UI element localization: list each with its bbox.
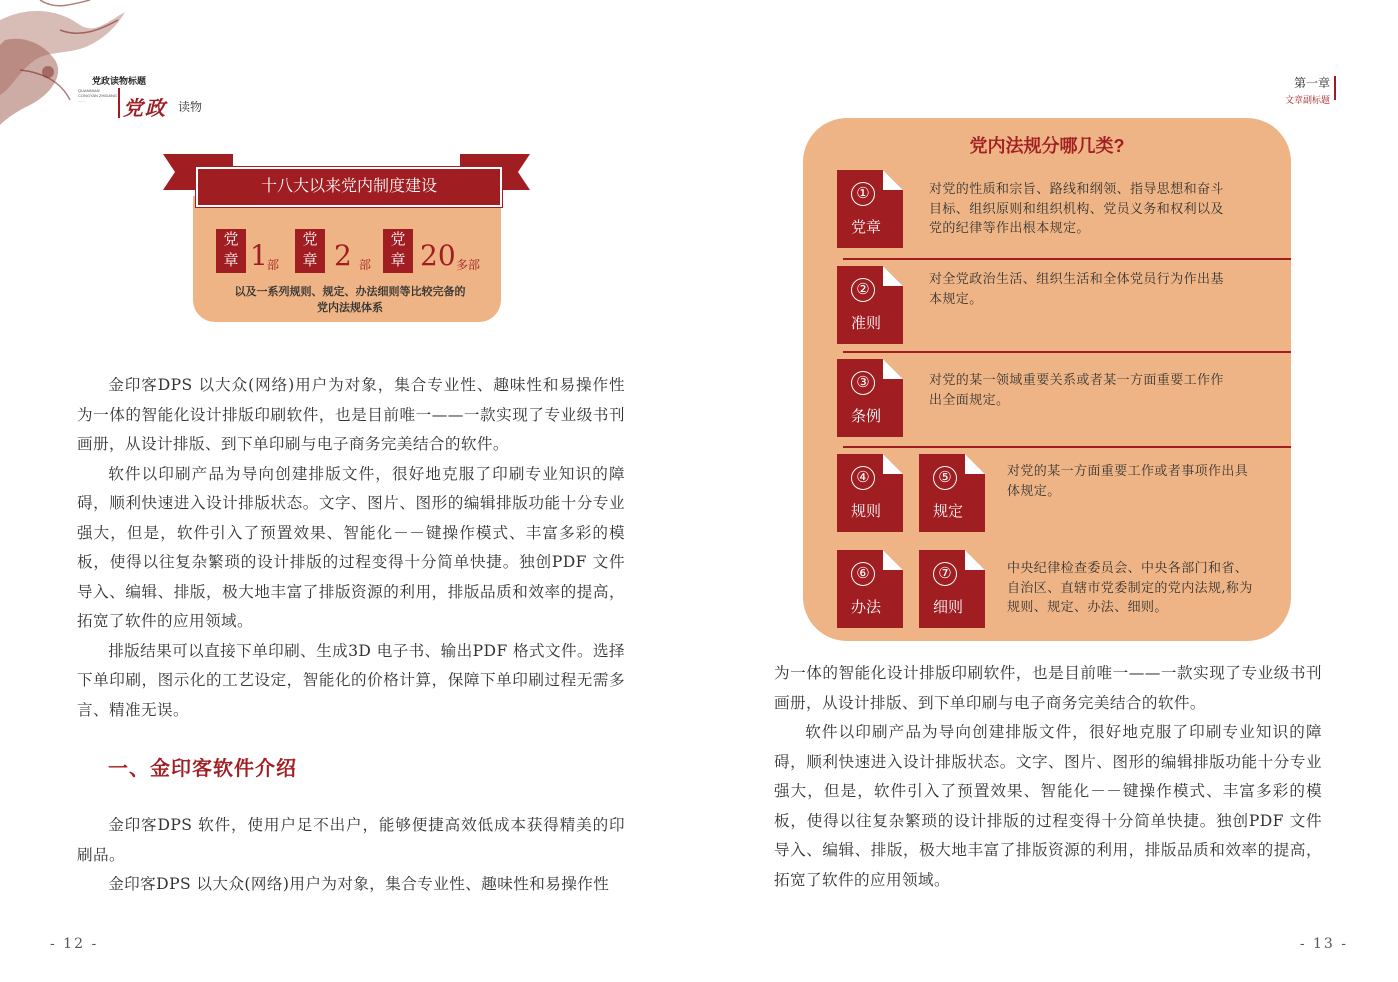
chapter-divider: [1334, 76, 1336, 100]
header-logo-sub: 读物: [178, 100, 203, 114]
document-icon: ④ 规则: [837, 454, 903, 532]
banner-title: 十八大以来党内制度建设: [196, 167, 502, 207]
document-icon: ⑦ 细则: [919, 550, 985, 628]
document-icon: ⑤ 规定: [919, 454, 985, 532]
paragraph: 软件以印刷产品为导向创建排版文件，很好地克服了印刷专业知识的障碍，顺利快速进入设计排版状态。文字、图片、图形的编辑排版功能十分专业强大，但是，软件引入了预置效果、智能化－－键操作模式、丰富多彩的模板，使得以往复杂繁琐的设计排版的过程变得十分简单快捷。独创PDF 文件导入、编辑、排版，极大地丰富了排版资源的利用，排版品质和效率的提高，拓宽了软件的应用领域。: [77, 464, 625, 630]
chapter-title: 第一章: [1293, 76, 1330, 90]
chapter-subtitle: 文章副标题: [1284, 95, 1330, 105]
chapter-header: [1285, 74, 1330, 106]
rule-description: 中央纪律检查委员会、中央各部门和省、自治区、直辖市党委制定的党内法规,称为规则、规定、办法、细则。: [1007, 561, 1253, 615]
header-title-small: 党政读物标题: [92, 76, 147, 86]
page-number-right: - 13 -: [1299, 936, 1348, 952]
paragraph: 金印客DPS 以大众(网络)用户为对象，集合专业性、趣味性和易操作性为一体的智能化设计排版印刷软件，也是目前唯一——一款实现了专业级书刊画册，从设计排版、到下单印刷与电子商务完美结合的软件。: [77, 376, 625, 453]
document-icon: ⑥ 办法: [837, 550, 903, 628]
banner-unit-3: 多部: [456, 258, 481, 272]
section-title: 一、金印客软件介绍: [108, 756, 297, 780]
page-number-left: - 12 -: [50, 936, 99, 952]
right-page: [699, 0, 1398, 982]
rule-description: 对全党政治生活、组织生活和全体党员行为作出基本规定。: [929, 272, 1224, 307]
banner-tag-2: 党 章: [295, 229, 325, 273]
left-body-text-2: [77, 811, 625, 900]
header-pinyin-3: ......: [78, 98, 85, 103]
paragraph: 金印客DPS 以大众(网络)用户为对象，集合专业性、趣味性和易操作性: [108, 875, 610, 893]
banner-tag-3: 党 章: [383, 229, 413, 273]
header-divider: [118, 88, 120, 118]
banner-number-1: 1: [250, 239, 268, 272]
divider: [843, 446, 1291, 448]
paragraph: 排版结果可以直接下单印刷、生成3D 电子书、输出PDF 格式文件。选择下单印刷，图示化的工艺设定，智能化的价格计算，保障下单印刷过程无需多言、精准无误。: [77, 641, 625, 719]
rule-description: 对党的性质和宗旨、路线和纲领、指导思想和奋斗目标、组织原则和组织机构、党员义务和权利以及党的纪律等作出根本规定。: [929, 182, 1224, 236]
header-pinyin-2: CONGYAN ZHIDANG: [78, 93, 118, 98]
card-title: 党内法规分哪几类?: [969, 136, 1125, 156]
rule-description: 对党的某一领域重要关系或者某一方面重要工作作出全面规定。: [929, 373, 1224, 408]
divider: [843, 258, 1291, 260]
divider: [843, 351, 1291, 353]
party-rules-card: [803, 118, 1291, 641]
right-body-text: [774, 659, 1322, 895]
document-icon: ② 准则: [837, 266, 903, 344]
header-pinyin-1: QUANMIAN: [78, 88, 100, 93]
paragraph: 软件以印刷产品为导向创建排版文件，很好地克服了印刷专业知识的障碍，顺利快速进入设计排版状态。文字、图片、图形的编辑排版功能十分专业强大，但是，软件引入了预置效果、智能化－－键操作模式、丰富多彩的模板，使得以往复杂繁琐的设计排版的过程变得十分简单快捷。独创PDF 文件导入、编辑、排版，极大地丰富了排版资源的利用，排版品质和效率的提高，拓宽了软件的应用领域。: [774, 723, 1322, 889]
banner-number-3: 20: [420, 239, 456, 272]
rule-description: 对党的某一方面重要工作或者事项作出具体规定。: [1007, 464, 1249, 499]
paragraph: 为一体的智能化设计排版印刷软件，也是目前唯一——一款实现了专业级书刊画册，从设计排版、到下单印刷与电子商务完美结合的软件。: [774, 664, 1322, 712]
banner-subtitle: 以及一系列规则、规定、办法细则等比较完备的 党内法规体系: [234, 286, 466, 314]
document-icon: ① 党章: [837, 170, 903, 248]
banner-tag-1: 党 章: [216, 229, 246, 273]
banner-number-2: 2: [334, 239, 352, 272]
banner-unit-2: 部: [359, 258, 372, 272]
document-icon: ③ 条例: [837, 359, 903, 437]
header-logo-main: 党政: [123, 96, 167, 120]
paragraph: 金印客DPS 软件，使用户足不出户，能够便捷高效低成本获得精美的印刷品。: [77, 816, 625, 864]
banner-unit-1: 部: [267, 258, 280, 272]
left-body-text: [77, 371, 625, 725]
